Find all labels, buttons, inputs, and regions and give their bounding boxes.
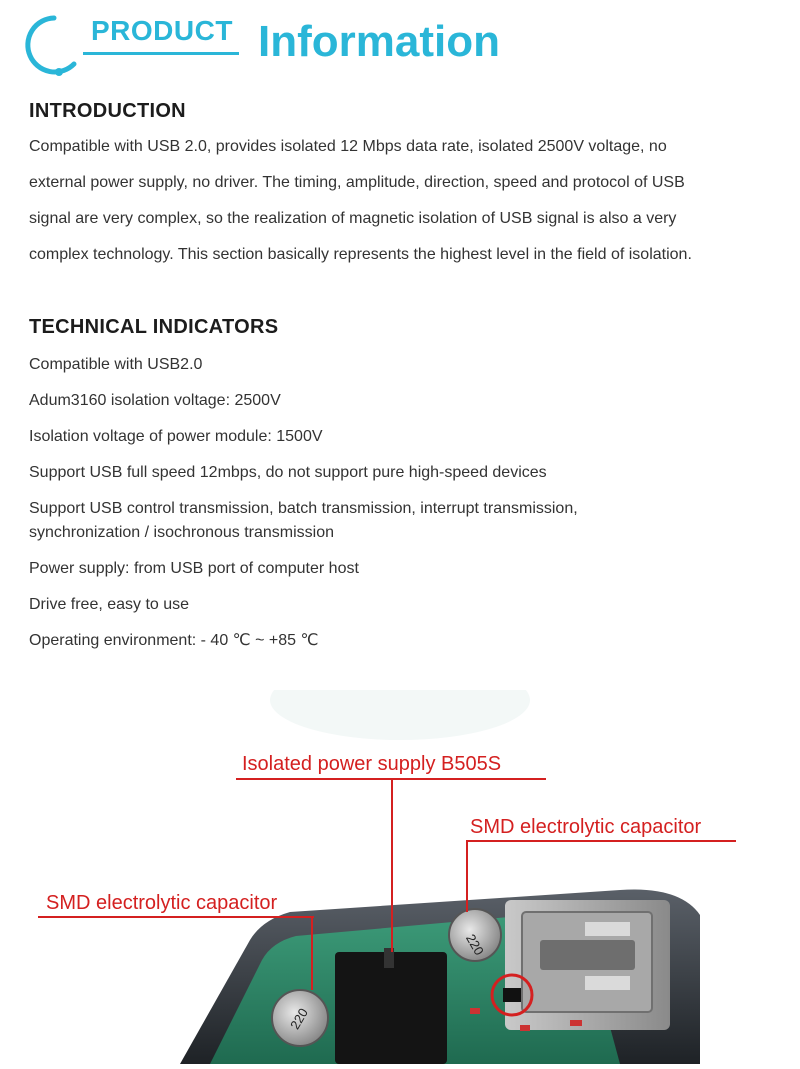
callout-line-cap-left [38,916,314,918]
intro-line: external power supply, no driver. The timing, amplitude, direction, speed and protocol of USB [29,174,685,191]
technical-heading: TECHNICAL INDICATORS [29,316,279,338]
usb-port [505,900,670,1030]
intro-line: signal are very complex, so the realization of magnetic isolation of USB signal is also a very [29,210,677,227]
power-module [335,952,447,1064]
callout-line-cap-left-vertical [311,916,313,990]
callout-capacitor-right: SMD electrolytic capacitor [470,816,702,838]
spec-item [29,497,789,545]
introduction-paragraph [29,129,789,273]
page-header [0,0,800,90]
header-title: Information [258,17,500,66]
spec-item: Isolation voltage of power module: 1500V [29,428,323,445]
technical-section [29,316,789,665]
intro-line: complex technology. This section basically represents the highest level in the field of isolation. [29,246,692,263]
callout-capacitor-left: SMD electrolytic capacitor [46,892,278,914]
spec-item: Power supply: from USB port of computer host [29,560,359,577]
spec-item: Drive free, easy to use [29,596,190,613]
svg-text:220: 220 [287,1005,311,1032]
product-photo [0,690,800,1064]
callout-line-power-vertical [391,780,393,952]
introduction-heading: INTRODUCTION [29,100,186,122]
spec-item: Adum3160 isolation voltage: 2500V [29,392,281,409]
intro-line: Compatible with USB 2.0, provides isolated 12 Mbps data rate, isolated 2500V voltage, no [29,138,667,155]
callout-line-cap-right-vertical [466,840,468,912]
svg-text:220: 220 [463,931,487,958]
callout-line-cap-right [466,840,736,842]
capacitor-left [272,990,328,1046]
spec-list [29,353,789,653]
capacitor-right [449,909,501,961]
introduction-section [29,100,789,273]
logo-ring-icon [14,10,94,80]
spec-item-line: Support USB control transmission, batch transmission, interrupt transmission, [29,500,578,517]
pcb-illustration [0,690,800,1064]
spec-item: Support USB full speed 12mbps, do not support pure high-speed devices [29,464,547,481]
spec-item: Operating environment: - 40 ℃ ~ +85 ℃ [29,632,319,649]
spec-item-line: synchronization / isochronous transmission [29,524,335,541]
product-badge: PRODUCT [83,14,239,55]
callout-power-supply: Isolated power supply B505S [242,753,502,775]
spec-item: Compatible with USB2.0 [29,356,203,373]
